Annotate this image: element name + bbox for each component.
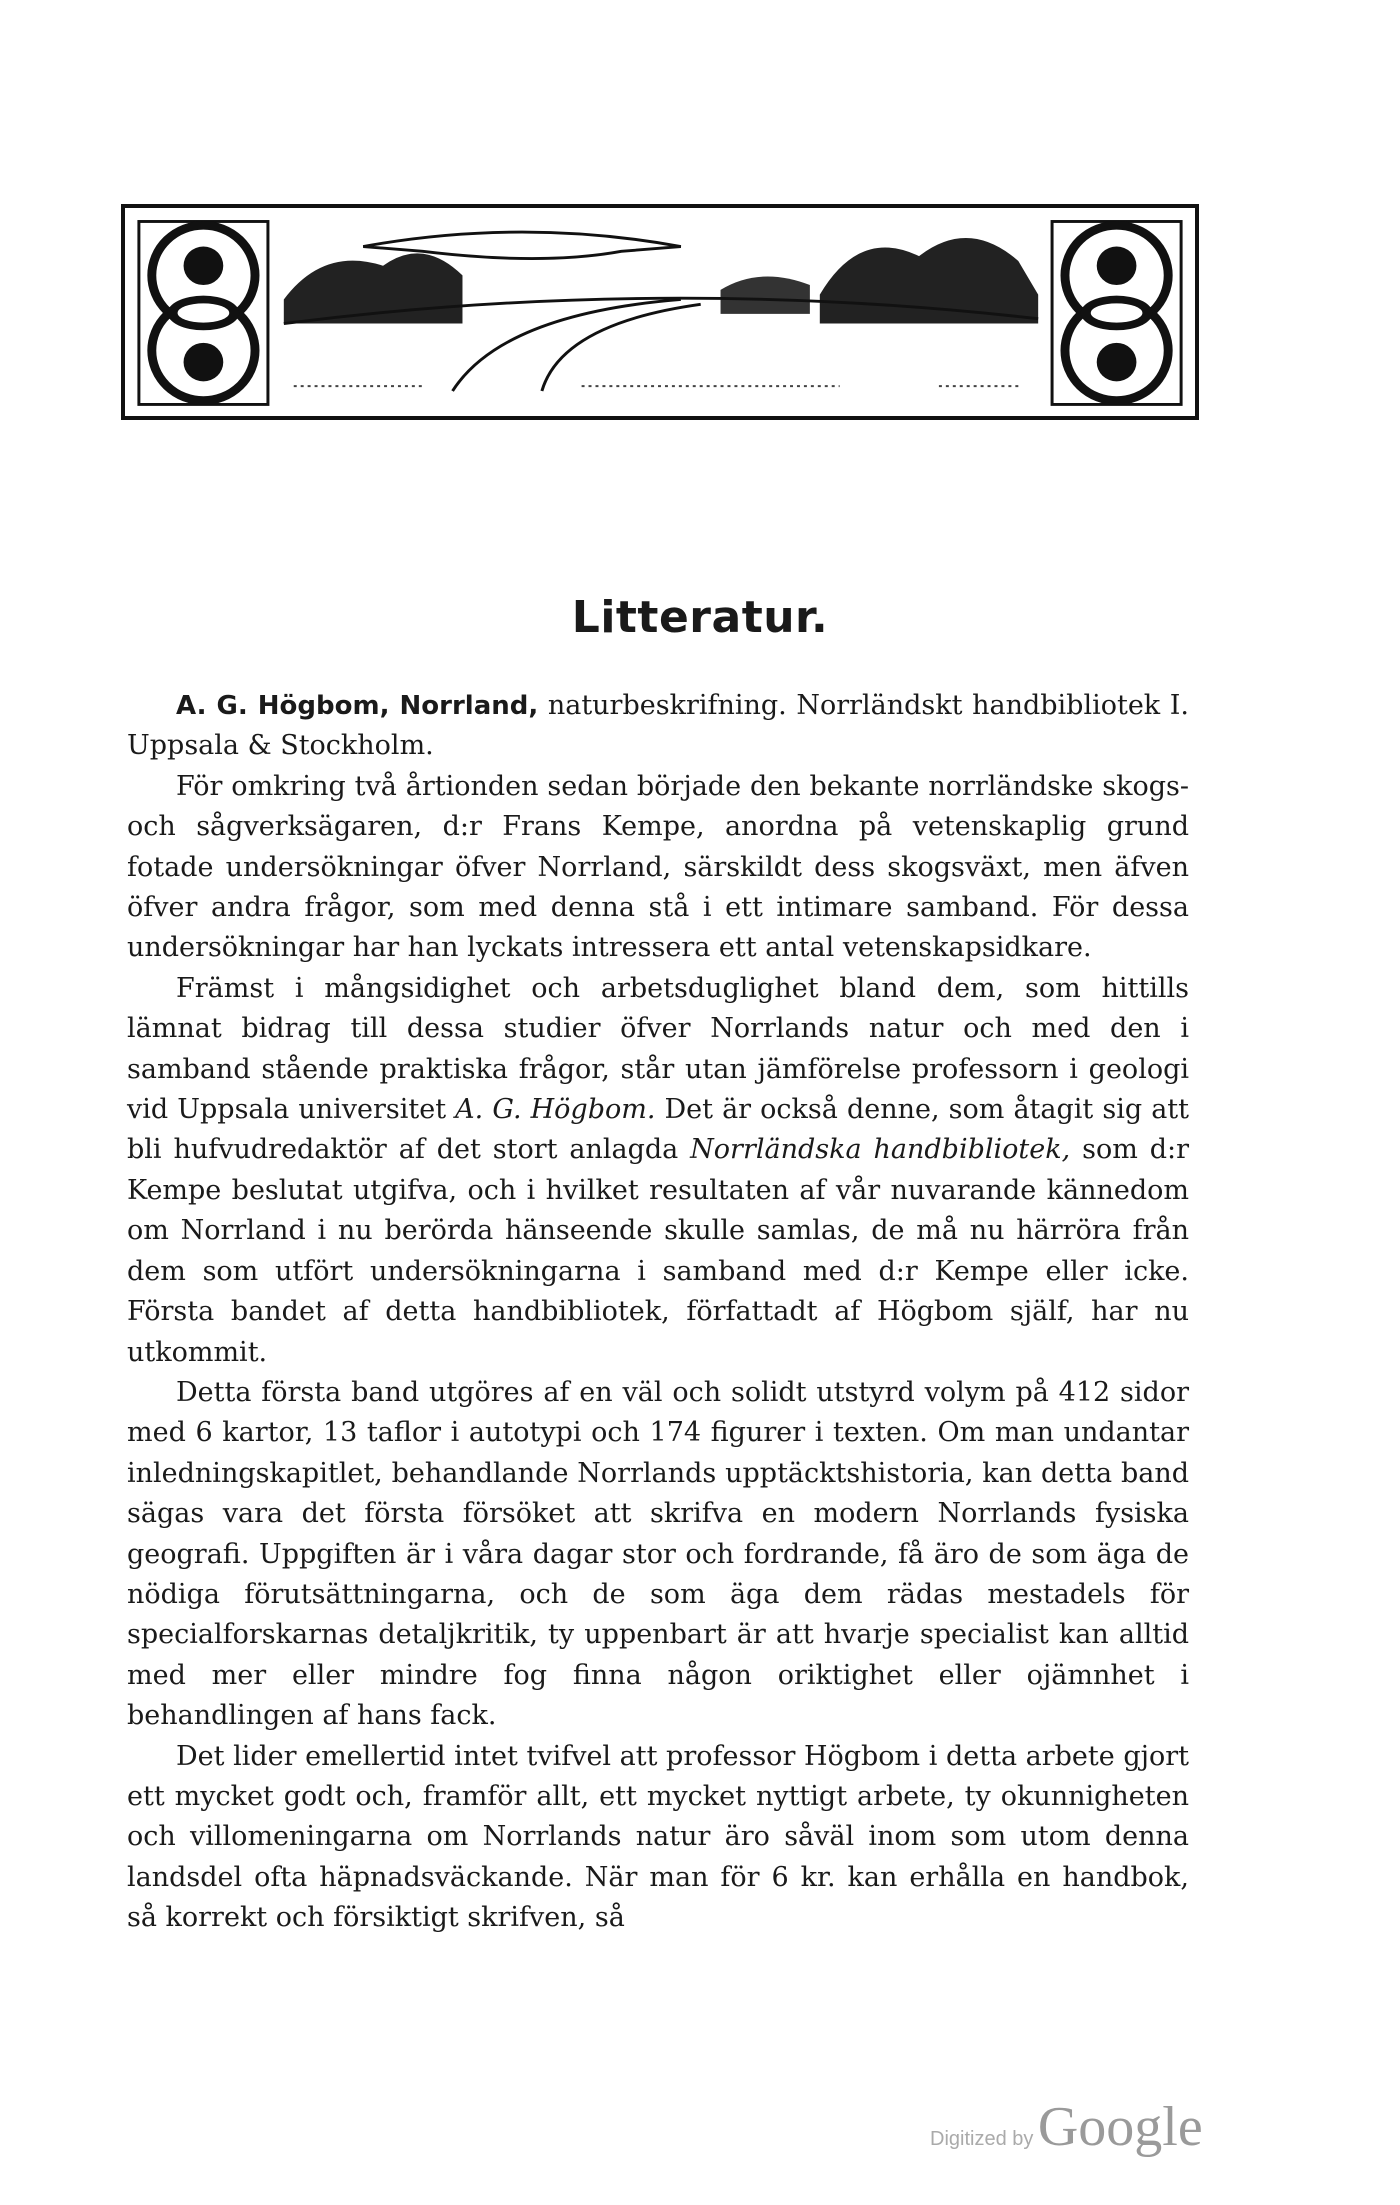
reference-details: naturbeskrifning. Norrländskt handbibliotek I. Uppsala & Stockholm. <box>127 690 1189 762</box>
reference-entry <box>127 686 1189 767</box>
paragraph-2-series-italic: Norrländska handbibliotek, <box>690 1134 1071 1166</box>
watermark-logo-text: Google <box>1037 2096 1203 2158</box>
reference-author: A. G. Högbom, Norrland, <box>176 691 539 721</box>
paragraph-1: För omkring två årtionden sedan började den bekante norrländske skogs- och sågverksägaren, d:r Frans Kempe, anordna på vetenskaplig grund fotade undersökningar öfver Norrland, särskildt dess skogsväxt, men äfven öfver andra frågor, som med denna stå i ett intimare samband. För dessa undersökningar har han lyckats intressera ett antal vetenskapsidkare. <box>127 770 1189 964</box>
paragraph-4: Det lider emellertid intet tvifvel att professor Högbom i detta arbete gjort ett mycket godt och, framför allt, ett mycket nyttigt arbete, ty okunnigheten och villomeningarna om Norrlands natur äro såväl inom som utom denna landsdel ofta häpnadsväckande. När man för 6 kr. kan erhålla en handbok, så korrekt och försiktigt skrifven, så <box>127 1740 1189 1934</box>
header-vignette-illustration <box>121 204 1199 420</box>
right-celtic-knot-icon <box>1052 221 1181 404</box>
landscape-ornament-icon <box>125 208 1195 416</box>
paragraph-2-author-italic: A. G. Högbom. <box>455 1094 656 1126</box>
article-body <box>127 686 1189 1939</box>
paragraph-2-text-e: som d:r Kempe beslutat utgifva, och i hvilket resultaten af vår nuvarande kännedom om Norrland i nu berörda hänseende skulle samlas, de må nu härröra från dem som utfört undersökningarna i samband med d:r Kempe eller icke. Första bandet af detta handbibliotek, författadt af Högbom själf, har nu utkommit. <box>127 1134 1189 1368</box>
digitization-watermark <box>930 2095 1203 2159</box>
watermark-small-text: Digitized by <box>930 2128 1034 2150</box>
paragraph-2 <box>127 969 1189 1373</box>
paragraph-2-text-a: Främst i mångsidighet och arbetsduglighet bland dem, som hittills lämnat bidrag till dessa studier öfver Norrlands natur och med den i samband stående praktiska frågor, står utan jämförelse professorn i geologi vid Uppsala universitet <box>127 972 1189 1126</box>
paragraph-2-text-c: Det är också denne, som åtagit sig att bli hufvudredaktör af det stort anlagda <box>127 1094 1189 1166</box>
left-celtic-knot-icon <box>139 221 268 404</box>
paragraph-3: Detta första band utgöres af en väl och solidt utstyrd volym på 412 sidor med 6 kartor, 13 taflor i autotypi och 174 figurer i texten. Om man undantar inledningskapitlet, behandlande Norrlands upptäcktshistoria, kan detta band sägas vara det första försöket att skrifva en modern Norrlands fysiska geografi. Uppgiften är i våra dagar stor och fordrande, få äro de som äga de nödiga förutsättningarna, och de som äga dem rädas mestadels för specialforskarnas detaljkritik, ty uppenbart är att hvarje specialist kan alltid med mer eller mindre fog finna någon oriktighet eller ojämnhet i behandlingen af hans fack. <box>127 1376 1189 1732</box>
page-title: Litteratur. <box>571 592 829 643</box>
